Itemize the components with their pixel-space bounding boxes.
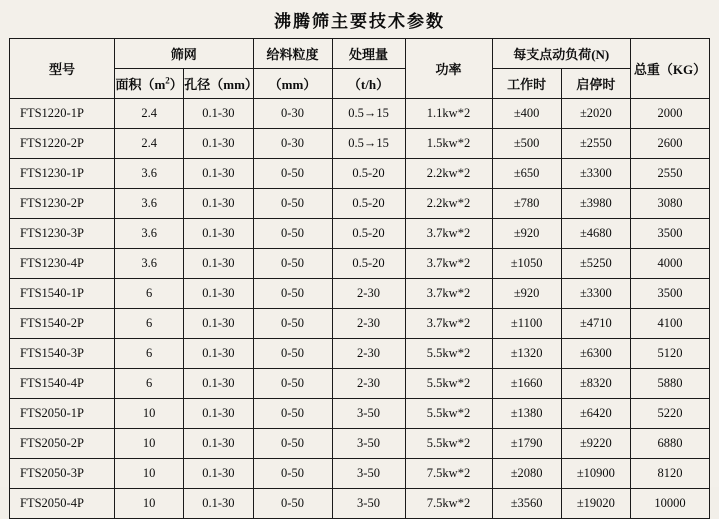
table-row [10,189,710,219]
cell-capacity: 2-30 [332,279,405,309]
cell-area: 2.4 [115,129,184,159]
header-screen-group: 筛网 [115,39,254,69]
cell-startstop: ±4710 [561,309,630,339]
cell-capacity: 3-50 [332,459,405,489]
cell-area: 2.4 [115,99,184,129]
cell-power: 2.2kw*2 [405,159,492,189]
table-row [10,459,710,489]
cell-capacity: 3-50 [332,429,405,459]
cell-model: FTS1540-1P [10,279,115,309]
cell-area: 3.6 [115,249,184,279]
cell-weight: 2600 [631,129,710,159]
cell-weight: 2000 [631,99,710,129]
cell-startstop: ±6420 [561,399,630,429]
cell-startstop: ±2020 [561,99,630,129]
cell-power: 7.5kw*2 [405,489,492,519]
cell-area: 3.6 [115,189,184,219]
cell-area: 10 [115,459,184,489]
cell-weight: 4000 [631,249,710,279]
spec-table [9,38,710,519]
cell-capacity: 3-50 [332,399,405,429]
cell-power: 1.1kw*2 [405,99,492,129]
cell-power: 7.5kw*2 [405,459,492,489]
cell-capacity: 3-50 [332,489,405,519]
cell-hole: 0.1-30 [184,339,253,369]
cell-area: 10 [115,489,184,519]
table-body [10,99,710,519]
cell-feed: 0-50 [253,429,332,459]
header-capacity: 处理量 [332,39,405,69]
cell-weight: 3500 [631,219,710,249]
cell-hole: 0.1-30 [184,159,253,189]
table-row [10,249,710,279]
cell-hole: 0.1-30 [184,249,253,279]
cell-model: FTS1230-4P [10,249,115,279]
cell-working: ±400 [492,99,561,129]
cell-power: 5.5kw*2 [405,399,492,429]
cell-startstop: ±4680 [561,219,630,249]
cell-weight: 2550 [631,159,710,189]
cell-model: FTS2050-4P [10,489,115,519]
cell-hole: 0.1-30 [184,219,253,249]
cell-working: ±500 [492,129,561,159]
cell-feed: 0-50 [253,489,332,519]
header-hole: 孔径（mm） [184,69,253,99]
cell-area: 10 [115,399,184,429]
cell-hole: 0.1-30 [184,279,253,309]
cell-feed: 0-50 [253,249,332,279]
cell-working: ±920 [492,279,561,309]
cell-model: FTS2050-3P [10,459,115,489]
cell-model: FTS1230-1P [10,159,115,189]
header-capacity-unit: （t/h） [332,69,405,99]
table-row [10,219,710,249]
cell-area: 3.6 [115,159,184,189]
cell-weight: 6880 [631,429,710,459]
cell-hole: 0.1-30 [184,369,253,399]
header-area-tail: ） [169,77,183,92]
cell-working: ±1660 [492,369,561,399]
cell-power: 5.5kw*2 [405,429,492,459]
cell-capacity: 0.5-20 [332,159,405,189]
table-row [10,339,710,369]
cell-model: FTS2050-1P [10,399,115,429]
table-row [10,159,710,189]
table-row [10,99,710,129]
cell-capacity: 0.5→15 [332,99,405,129]
cell-hole: 0.1-30 [184,99,253,129]
cell-hole: 0.1-30 [184,399,253,429]
table-row [10,489,710,519]
cell-working: ±1380 [492,399,561,429]
cell-weight: 10000 [631,489,710,519]
table-row [10,399,710,429]
cell-capacity: 0.5→15 [332,129,405,159]
cell-weight: 3080 [631,189,710,219]
cell-startstop: ±3300 [561,279,630,309]
cell-model: FTS1230-3P [10,219,115,249]
cell-area: 6 [115,309,184,339]
cell-startstop: ±8320 [561,369,630,399]
cell-area: 6 [115,279,184,309]
cell-startstop: ±19020 [561,489,630,519]
cell-startstop: ±9220 [561,429,630,459]
cell-working: ±920 [492,219,561,249]
cell-working: ±1320 [492,339,561,369]
cell-capacity: 2-30 [332,339,405,369]
cell-startstop: ±6300 [561,339,630,369]
cell-working: ±1050 [492,249,561,279]
cell-power: 5.5kw*2 [405,369,492,399]
cell-model: FTS1230-2P [10,189,115,219]
cell-power: 3.7kw*2 [405,249,492,279]
cell-feed: 0-30 [253,129,332,159]
cell-capacity: 0.5-20 [332,249,405,279]
header-area [115,69,184,99]
cell-model: FTS1540-4P [10,369,115,399]
header-startstop: 启停时 [561,69,630,99]
cell-working: ±650 [492,159,561,189]
cell-weight: 8120 [631,459,710,489]
cell-hole: 0.1-30 [184,489,253,519]
cell-working: ±780 [492,189,561,219]
cell-weight: 5880 [631,369,710,399]
cell-feed: 0-50 [253,369,332,399]
page-title: 沸腾筛主要技术参数 [274,12,445,31]
cell-capacity: 0.5-20 [332,189,405,219]
cell-weight: 5220 [631,399,710,429]
cell-feed: 0-30 [253,99,332,129]
cell-model: FTS2050-2P [10,429,115,459]
cell-area: 6 [115,369,184,399]
cell-feed: 0-50 [253,399,332,429]
cell-power: 5.5kw*2 [405,339,492,369]
header-power: 功率 [405,39,492,99]
cell-weight: 4100 [631,309,710,339]
cell-working: ±2080 [492,459,561,489]
table-header [10,39,710,99]
table-row [10,309,710,339]
header-row-1 [10,39,710,69]
table-row [10,429,710,459]
cell-model: FTS1220-2P [10,129,115,159]
cell-feed: 0-50 [253,189,332,219]
cell-feed: 0-50 [253,219,332,249]
cell-feed: 0-50 [253,279,332,309]
cell-working: ±3560 [492,489,561,519]
cell-power: 2.2kw*2 [405,189,492,219]
cell-feed: 0-50 [253,309,332,339]
header-working: 工作时 [492,69,561,99]
cell-hole: 0.1-30 [184,309,253,339]
cell-area: 6 [115,339,184,369]
cell-area: 3.6 [115,219,184,249]
header-area-sup: 2 [165,75,170,86]
cell-area: 10 [115,429,184,459]
cell-startstop: ±5250 [561,249,630,279]
cell-model: FTS1540-2P [10,309,115,339]
cell-capacity: 0.5-20 [332,219,405,249]
cell-hole: 0.1-30 [184,189,253,219]
table-row [10,369,710,399]
cell-weight: 3500 [631,279,710,309]
cell-power: 3.7kw*2 [405,279,492,309]
cell-startstop: ±3980 [561,189,630,219]
cell-hole: 0.1-30 [184,129,253,159]
cell-startstop: ±3300 [561,159,630,189]
cell-feed: 0-50 [253,459,332,489]
cell-model: FTS1540-3P [10,339,115,369]
table-row [10,279,710,309]
header-area-text: 面积（m [115,77,166,92]
header-feed-size-unit: （mm） [253,69,332,99]
cell-hole: 0.1-30 [184,429,253,459]
cell-working: ±1790 [492,429,561,459]
cell-capacity: 2-30 [332,369,405,399]
header-load-group: 每支点动负荷(N) [492,39,631,69]
cell-power: 3.7kw*2 [405,309,492,339]
cell-weight: 5120 [631,339,710,369]
cell-capacity: 2-30 [332,309,405,339]
cell-hole: 0.1-30 [184,459,253,489]
cell-model: FTS1220-1P [10,99,115,129]
cell-startstop: ±10900 [561,459,630,489]
cell-feed: 0-50 [253,159,332,189]
cell-working: ±1100 [492,309,561,339]
cell-power: 3.7kw*2 [405,219,492,249]
header-model: 型号 [10,39,115,99]
cell-feed: 0-50 [253,339,332,369]
header-total-weight: 总重（KG） [631,39,710,99]
table-row [10,129,710,159]
cell-startstop: ±2550 [561,129,630,159]
header-feed-size: 给料粒度 [253,39,332,69]
cell-power: 1.5kw*2 [405,129,492,159]
